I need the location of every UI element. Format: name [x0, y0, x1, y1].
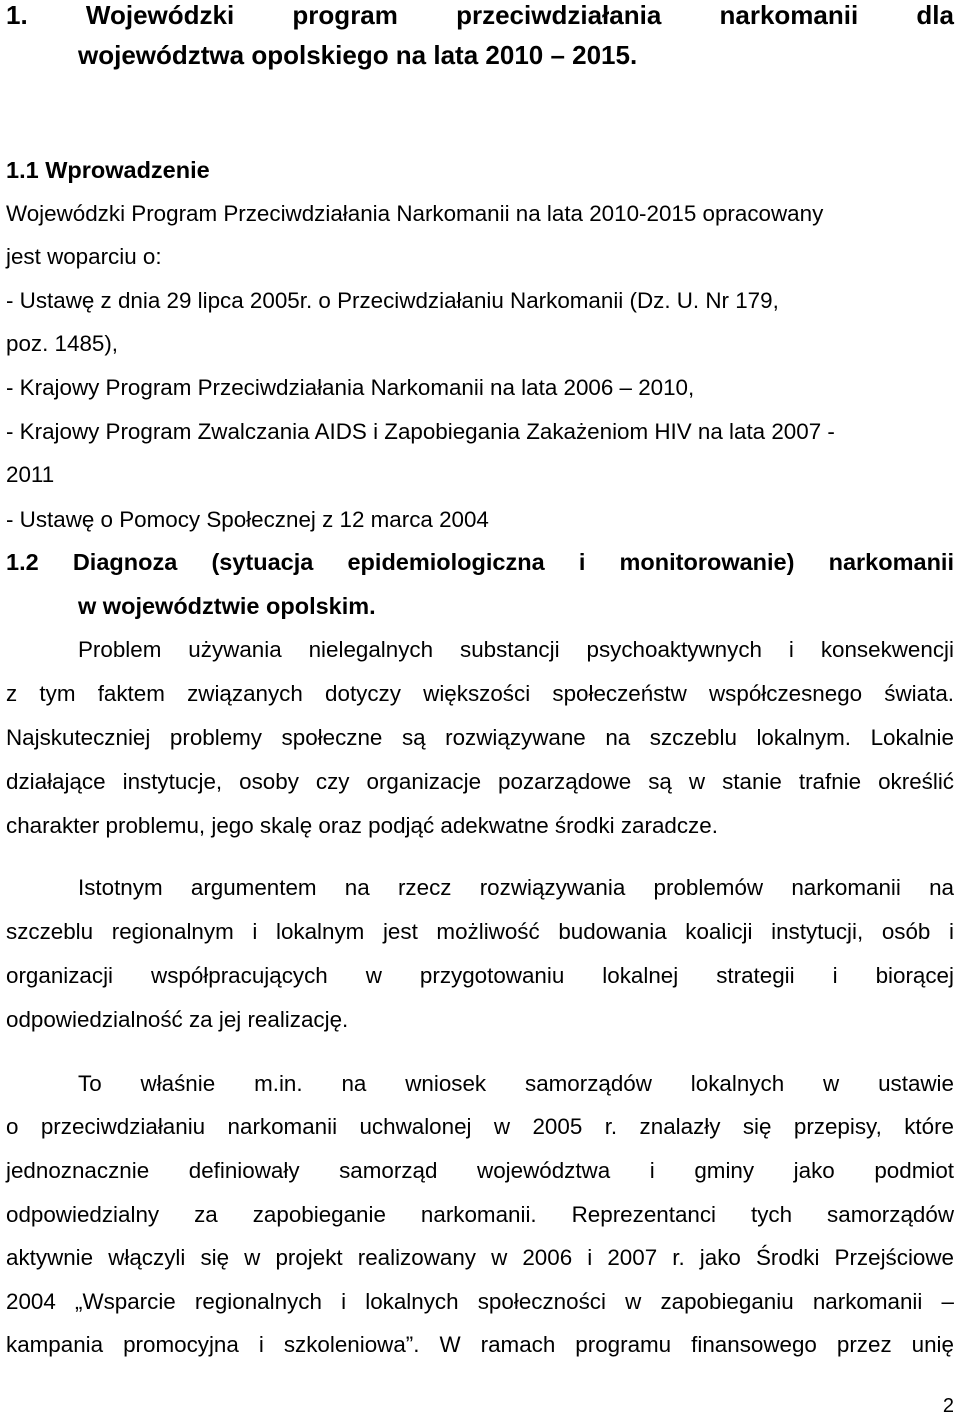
text-line: jest woparciu o:: [6, 244, 162, 269]
paragraph-line: To właśnie m.in. na wniosek samorządów lokalnych w ustawie: [78, 1071, 954, 1096]
paragraph-line: 2004 „Wsparcie regionalnych i lokalnych społeczności w zapobieganiu narkomanii –: [6, 1289, 954, 1314]
paragraph-line: Istotnym argumentem na rzecz rozwiązywania problemów narkomanii na: [78, 875, 954, 900]
paragraph-line: charakter problemu, jego skalę oraz podjąć adekwatne środki zaradcze.: [6, 813, 718, 838]
page-number: 2: [942, 1395, 954, 1417]
paragraph-line: kampania promocyjna i szkoleniowa”. W ramach programu finansowego przez unię: [6, 1332, 954, 1357]
paragraph-line: jednoznacznie definiowały samorząd województwa i gminy jako podmiot: [6, 1158, 954, 1183]
paragraph-line: odpowiedzialność za jej realizację.: [6, 1007, 349, 1032]
text-line: Wojewódzki Program Przeciwdziałania Narkomanii na lata 2010-2015 opracowany: [6, 201, 824, 226]
paragraph-line: o przeciwdziałaniu narkomanii uchwalonej w 2005 r. znalazły się przepisy, które: [6, 1114, 954, 1139]
section-heading-1-2-line-2: w województwie opolskim.: [78, 593, 376, 619]
chapter-heading-line-2: województwa opolskiego na lata 2010 – 2015.: [78, 40, 638, 70]
paragraph-line: aktywnie włączyli się w projekt realizowany w 2006 i 2007 r. jako Środki Przejściowe: [6, 1245, 954, 1270]
list-item: - Ustawę o Pomocy Społecznej z 12 marca 2004: [6, 507, 489, 532]
paragraph-line: organizacji współpracujących w przygotowaniu lokalnej strategii i biorącej: [6, 963, 954, 988]
paragraph-line: z tym faktem związanych dotyczy większości społeczeństw współczesnego świata.: [6, 681, 954, 706]
list-item: - Krajowy Program Przeciwdziałania Narkomanii na lata 2006 – 2010,: [6, 375, 695, 400]
section-heading-1-2-line-1: 1.2 Diagnoza (sytuacja epidemiologiczna i monitorowanie) narkomanii: [6, 549, 954, 575]
text-line: 2011: [6, 462, 55, 487]
paragraph-line: Najskuteczniej problemy społeczne są rozwiązywane na szczeblu lokalnym. Lokalnie: [6, 725, 954, 750]
chapter-heading-line-1: 1. Wojewódzki program przeciwdziałania narkomanii dla: [6, 0, 954, 30]
list-item: - Ustawę z dnia 29 lipca 2005r. o Przeciwdziałaniu Narkomanii (Dz. U. Nr 179,: [6, 288, 779, 313]
section-heading-1-1: 1.1 Wprowadzenie: [6, 157, 210, 183]
paragraph-line: szczeblu regionalnym i lokalnym jest możliwość budowania koalicji instytucji, osób i: [6, 919, 954, 944]
paragraph-line: Problem używania nielegalnych substancji psychoaktywnych i konsekwencji: [78, 637, 954, 662]
list-item: - Krajowy Program Zwalczania AIDS i Zapobiegania Zakażeniom HIV na lata 2007 -: [6, 419, 835, 444]
paragraph-line: odpowiedzialny za zapobieganie narkomanii. Reprezentanci tych samorządów: [6, 1202, 954, 1227]
paragraph-line: działające instytucje, osoby czy organizacje pozarządowe są w stanie trafnie określić: [6, 769, 954, 794]
text-line: poz. 1485),: [6, 331, 119, 356]
